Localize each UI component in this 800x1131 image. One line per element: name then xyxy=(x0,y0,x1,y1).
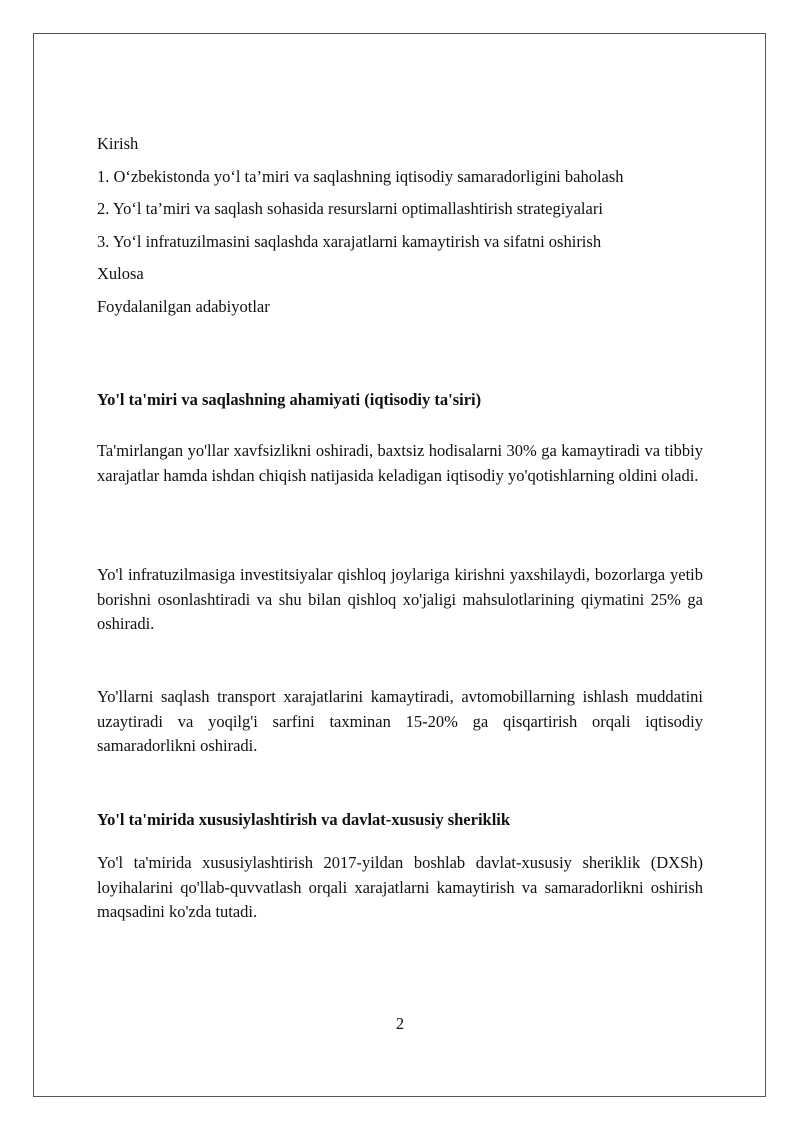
paragraph-public-private-partnership: Yo'l ta'mirida xususiylashtirish 2017-yildan boshlab davlat-xususiy sheriklik (DXSh) loyihalarini qo'llab-quvvatlash orqali xarajatlarni kamaytirish va samaradorlikni oshirish maqsadini ko'zda tutadi. xyxy=(97,853,703,921)
table-of-contents xyxy=(97,128,717,324)
section-heading-privatization: Yo'l ta'mirida xususiylashtirish va davlat-xususiy sheriklik xyxy=(97,810,511,829)
toc-item-conclusion: Xulosa xyxy=(97,264,144,284)
paragraph-maintenance-costs: Yo'llarni saqlash transport xarajatlarini kamaytiradi, avtomobillarning ishlash muddatini uzaytiradi va yoqilg'i sarfini taxminan 15-20% ga qisqartirish orqali iqtisodiy samaradorlikni oshiradi. xyxy=(97,687,703,755)
paragraph-infrastructure-investment: Yo'l infratuzilmasiga investitsiyalar qishloq joylariga kirishni yaxshilaydi, bozorlarga yetib borishni osonlashtiradi va shu bilan qishloq xo'jaligi mahsulotlarining qiymatini 25% ga oshiradi. xyxy=(97,565,703,633)
section-heading-importance: Yo'l ta'miri va saqlashning ahamiyati (iqtisodiy ta'siri) xyxy=(97,390,482,409)
paragraph-safety: Ta'mirlangan yo'llar xavfsizlikni oshiradi, baxtsiz hodisalarni 30% ga kamaytiradi va tibbiy xarajatlar hamda ishdan chiqish natijasida keladigan iqtisodiy yo'qotishlarning oldini oladi. xyxy=(97,441,703,485)
toc-item-introduction: Kirish xyxy=(97,134,139,153)
toc-item-chapter-1: 1. O‘zbekistonda yo‘l ta’miri va saqlashning iqtisodiy samaradorligini baholash xyxy=(97,166,624,186)
toc-item-chapter-3: 3. Yo‘l infratuzilmasini saqlashda xarajatlarni kamaytirish va sifatni oshirish xyxy=(97,231,602,251)
toc-item-chapter-2: 2. Yo‘l ta’miri va saqlash sohasida resurslarni optimallashtirish strategiyalari xyxy=(97,199,603,219)
page-number: 2 xyxy=(395,1014,405,1033)
toc-item-references: Foydalanilgan adabiyotlar xyxy=(97,296,270,316)
